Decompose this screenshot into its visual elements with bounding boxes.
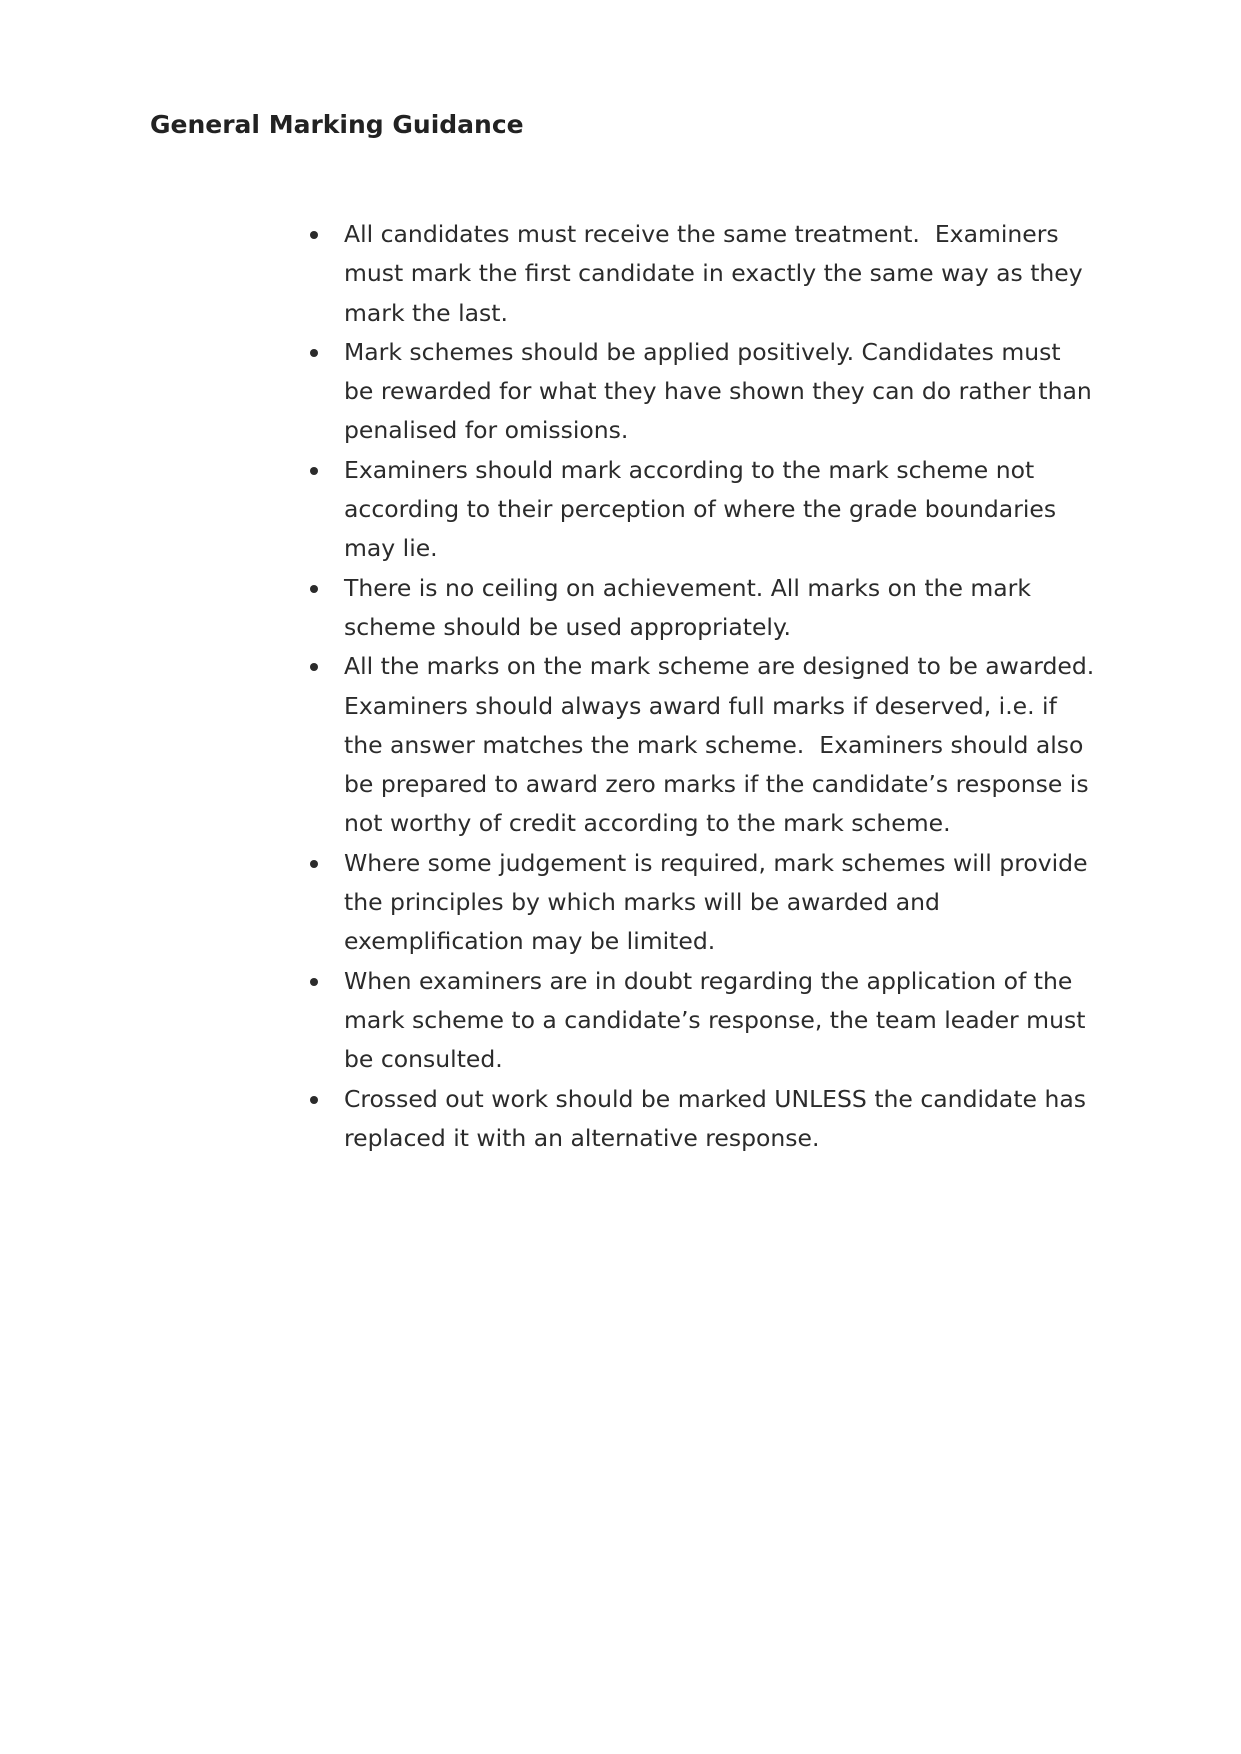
guidance-item (344, 333, 1092, 451)
guidance-line: Where some judgement is required, mark schemes will provide (344, 848, 1088, 877)
page-title: General Marking Guidance (150, 110, 524, 139)
guidance-line: exemplification may be limited. (344, 927, 716, 956)
guidance-item (344, 451, 1084, 569)
guidance-line: may lie. (344, 534, 438, 563)
guidance-line: be prepared to award zero marks if the candidate’s response is (344, 770, 1089, 799)
guidance-line: Examiners should mark according to the mark scheme not (344, 455, 1035, 484)
guidance-line: Mark schemes should be applied positively. Candidates must (344, 337, 1061, 366)
bullet-icon (310, 978, 318, 986)
guidance-line: the principles by which marks will be awarded and (344, 888, 940, 917)
guidance-line: All candidates must receive the same treatment. Examiners (344, 220, 1059, 248)
bullet-icon (310, 231, 318, 239)
guidance-item (344, 1080, 1087, 1159)
guidance-item (344, 647, 1095, 843)
guidance-line: mark scheme to a candidate’s response, the team leader must (344, 1005, 1086, 1034)
guidance-line: mark the last. (344, 298, 508, 327)
bullet-icon (310, 349, 318, 357)
guidance-line: Crossed out work should be marked UNLESS the candidate has (344, 1084, 1087, 1113)
guidance-list (344, 215, 1095, 1158)
guidance-item (344, 962, 1084, 1080)
guidance-item (344, 215, 1084, 333)
guidance-line: be consulted. (344, 1045, 503, 1074)
guidance-line: Examiners should always award full marks if deserved, i.e. if (344, 691, 1057, 720)
guidance-line: replaced it with an alternative response. (344, 1123, 820, 1152)
guidance-line: be rewarded for what they have shown they can do rather than (344, 377, 1092, 406)
guidance-line: the answer matches the mark scheme. Examiners should also (344, 730, 1084, 759)
guidance-line: according to their perception of where the grade boundaries (344, 495, 1057, 524)
guidance-line: All the marks on the mark scheme are designed to be awarded. (344, 652, 1095, 681)
bullet-icon (310, 1096, 318, 1104)
bullet-icon (310, 585, 318, 593)
guidance-line: scheme should be used appropriately. (344, 612, 791, 641)
guidance-item (344, 844, 1088, 962)
bullet-icon (310, 467, 318, 475)
bullet-icon (310, 860, 318, 868)
guidance-line: There is no ceiling on achievement. All marks on the mark (344, 573, 1031, 602)
guidance-line: When examiners are in doubt regarding the application of the (344, 966, 1073, 995)
guidance-line: penalised for omissions. (344, 416, 629, 445)
guidance-line: must mark the first candidate in exactly the same way as they (344, 259, 1083, 288)
bullet-icon (310, 663, 318, 671)
guidance-line: not worthy of credit according to the mark scheme. (344, 809, 951, 838)
guidance-item (344, 569, 1084, 648)
